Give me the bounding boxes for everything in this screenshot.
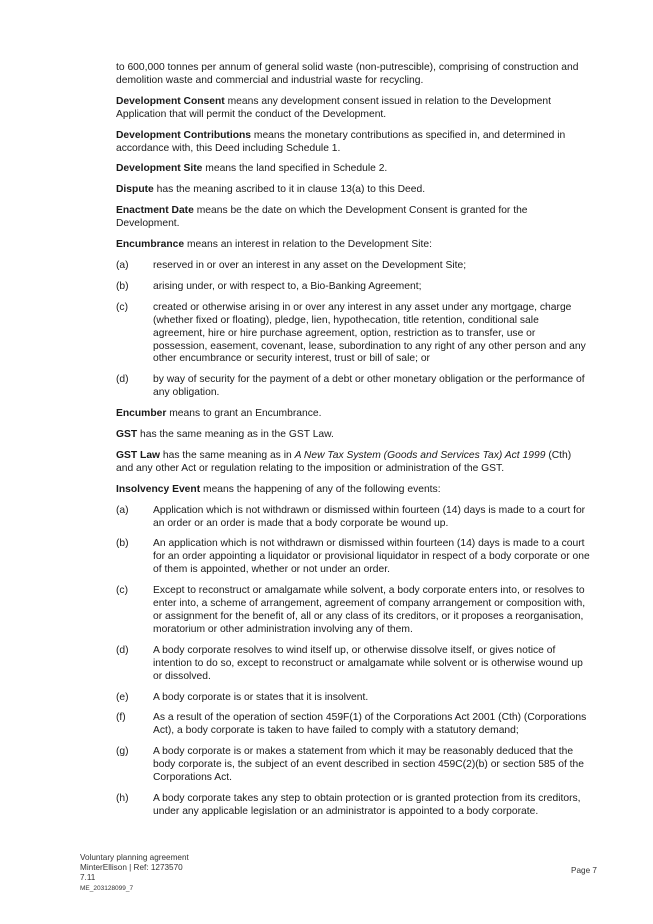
page-number: Page 7 bbox=[571, 866, 597, 875]
list-item bbox=[116, 692, 590, 705]
act-title: A New Tax System (Goods and Services Tax) Act 1999 bbox=[294, 449, 546, 461]
item-text: A body corporate takes any step to obtain protection or is granted protection from its creditors, under any applicable legislation or an administrator is appointed to a body corporate. bbox=[153, 792, 581, 817]
item-text: A body corporate is or states that it is insolvent. bbox=[153, 691, 369, 703]
item-label: (h) bbox=[116, 792, 129, 804]
definition-text: has the meaning ascribed to it in clause 13(a) to this Deed. bbox=[153, 184, 426, 196]
footer-ref: MinterEllison | Ref: 1273570 bbox=[80, 863, 183, 873]
def-development-contributions bbox=[116, 130, 590, 156]
item-text: reserved in or over an interest in any asset on the Development Site; bbox=[153, 259, 467, 271]
footer-doc-id: ME_203128099_7 bbox=[80, 884, 134, 892]
term: GST Law bbox=[116, 449, 161, 461]
term: Development Site bbox=[116, 163, 203, 175]
item-label: (a) bbox=[116, 259, 129, 271]
item-text: Application which is not withdrawn or dismissed within fourteen (14) days is made to a court for an order or an order is made that a body corporate be wound up. bbox=[153, 504, 586, 529]
list-item bbox=[116, 538, 590, 577]
def-gst bbox=[116, 429, 590, 442]
page-footer bbox=[80, 853, 189, 893]
term: Insolvency Event bbox=[116, 483, 201, 495]
list-item bbox=[116, 374, 590, 400]
item-label: (c) bbox=[116, 301, 129, 313]
list-item bbox=[116, 505, 590, 531]
footer-version: 7.11 bbox=[80, 873, 96, 883]
item-text: A body corporate is or makes a statement from which it may be reasonably deduced that the body corporate is, the subject of an event described in section 459C(2)(b) or section 585 of the Corporations Act. bbox=[153, 746, 585, 784]
list-item bbox=[116, 302, 590, 367]
item-label: (f) bbox=[116, 712, 126, 724]
definition-text: (Cth) and any other Act or regulation relating to the imposition or administration of the GST. bbox=[116, 449, 572, 474]
def-encumbrance bbox=[116, 239, 590, 252]
item-text: An application which is not withdrawn or dismissed within fourteen (14) days is made to a court for an order appointing a liquidator or provisional liquidator in respect of a body corporate or one of them is appointed, whether or not under an order. bbox=[153, 538, 590, 576]
item-label: (e) bbox=[116, 691, 129, 703]
item-text: arising under, or with respect to, a Bio-Banking Agreement; bbox=[153, 280, 422, 292]
item-label: (b) bbox=[116, 280, 129, 292]
def-enactment-date bbox=[116, 205, 590, 231]
def-gst-law bbox=[116, 450, 590, 476]
list-item bbox=[116, 746, 590, 785]
definition-text: means the happening of any of the following events: bbox=[200, 483, 441, 495]
definition-text: has the same meaning as in bbox=[160, 449, 295, 461]
item-label: (d) bbox=[116, 374, 129, 386]
term: Development Contributions bbox=[116, 129, 252, 141]
list-item bbox=[116, 260, 590, 273]
term: GST bbox=[116, 429, 138, 441]
term: Encumbrance bbox=[116, 239, 185, 251]
item-text: A body corporate resolves to wind itself up, or otherwise dissolve itself, or gives notice of intention to do so, except to reconstruct or amalgamate while solvent or is otherwise wound up or dissolved. bbox=[153, 644, 583, 682]
item-text: by way of security for the payment of a debt or other monetary obligation or the performance of any obligation. bbox=[153, 374, 585, 399]
list-item bbox=[116, 712, 590, 738]
term: Dispute bbox=[116, 184, 154, 196]
definition-text: means be the date on which the Development Consent is granted for the Development. bbox=[116, 205, 528, 230]
definition-text: means to grant an Encumbrance. bbox=[166, 408, 322, 420]
definition-text: means an interest in relation to the Development Site: bbox=[184, 239, 432, 251]
term: Enactment Date bbox=[116, 205, 194, 217]
definition-text: has the same meaning as in the GST Law. bbox=[137, 429, 334, 441]
definition-text: means the land specified in Schedule 2. bbox=[202, 163, 388, 175]
definition-text: means any development consent issued in relation to the Development Application that will permit the conduct of the Development. bbox=[116, 95, 551, 120]
item-label: (c) bbox=[116, 585, 129, 597]
def-dispute bbox=[116, 184, 590, 197]
list-item bbox=[116, 585, 590, 637]
item-label: (d) bbox=[116, 644, 129, 656]
def-encumber bbox=[116, 408, 590, 421]
list-item bbox=[116, 281, 590, 294]
def-development-site bbox=[116, 163, 590, 176]
def-insolvency-event bbox=[116, 484, 590, 497]
def-development-consent bbox=[116, 96, 590, 122]
intro-paragraph: to 600,000 tonnes per annum of general solid waste (non-putrescible), comprising of construction and demolition waste and commercial and industrial waste for recycling. bbox=[116, 62, 579, 86]
item-label: (a) bbox=[116, 504, 129, 516]
list-item bbox=[116, 645, 590, 684]
item-label: (g) bbox=[116, 746, 129, 758]
item-text: Except to reconstruct or amalgamate while solvent, a body corporate enters into, or resolves to enter into, a scheme of arrangement, agreement of company arrangement or composition with, or assignment for the benefit of, all or any class of its creditors, or it proposes a reorganisation, moratorium or other administration involving any of them. bbox=[153, 585, 586, 635]
item-label: (b) bbox=[116, 538, 129, 550]
document-body bbox=[116, 62, 590, 827]
item-text: As a result of the operation of section 459F(1) of the Corporations Act 2001 (Cth) (Corporations Act), a body corporate is taken to have failed to comply with a statutory demand; bbox=[153, 712, 587, 737]
term: Development Consent bbox=[116, 95, 225, 107]
item-text: created or otherwise arising in or over any interest in any asset under any mortgage, charge (whether fixed or floating), pledge, lien, hypothecation, title retention, conditional sale agreement, hire or hire purchase agreement, option, restriction as to transfer, use or possession, easement, covenant, lease, subordination to any right of any other person and any other encumbrance or security interest, trust or bill of sale; or bbox=[153, 301, 586, 365]
definition-text: means the monetary contributions as specified in, and determined in accordance with, this Deed including Schedule 1. bbox=[116, 129, 566, 154]
list-item bbox=[116, 793, 590, 819]
term: Encumber bbox=[116, 408, 167, 420]
footer-title: Voluntary planning agreement bbox=[80, 853, 189, 862]
